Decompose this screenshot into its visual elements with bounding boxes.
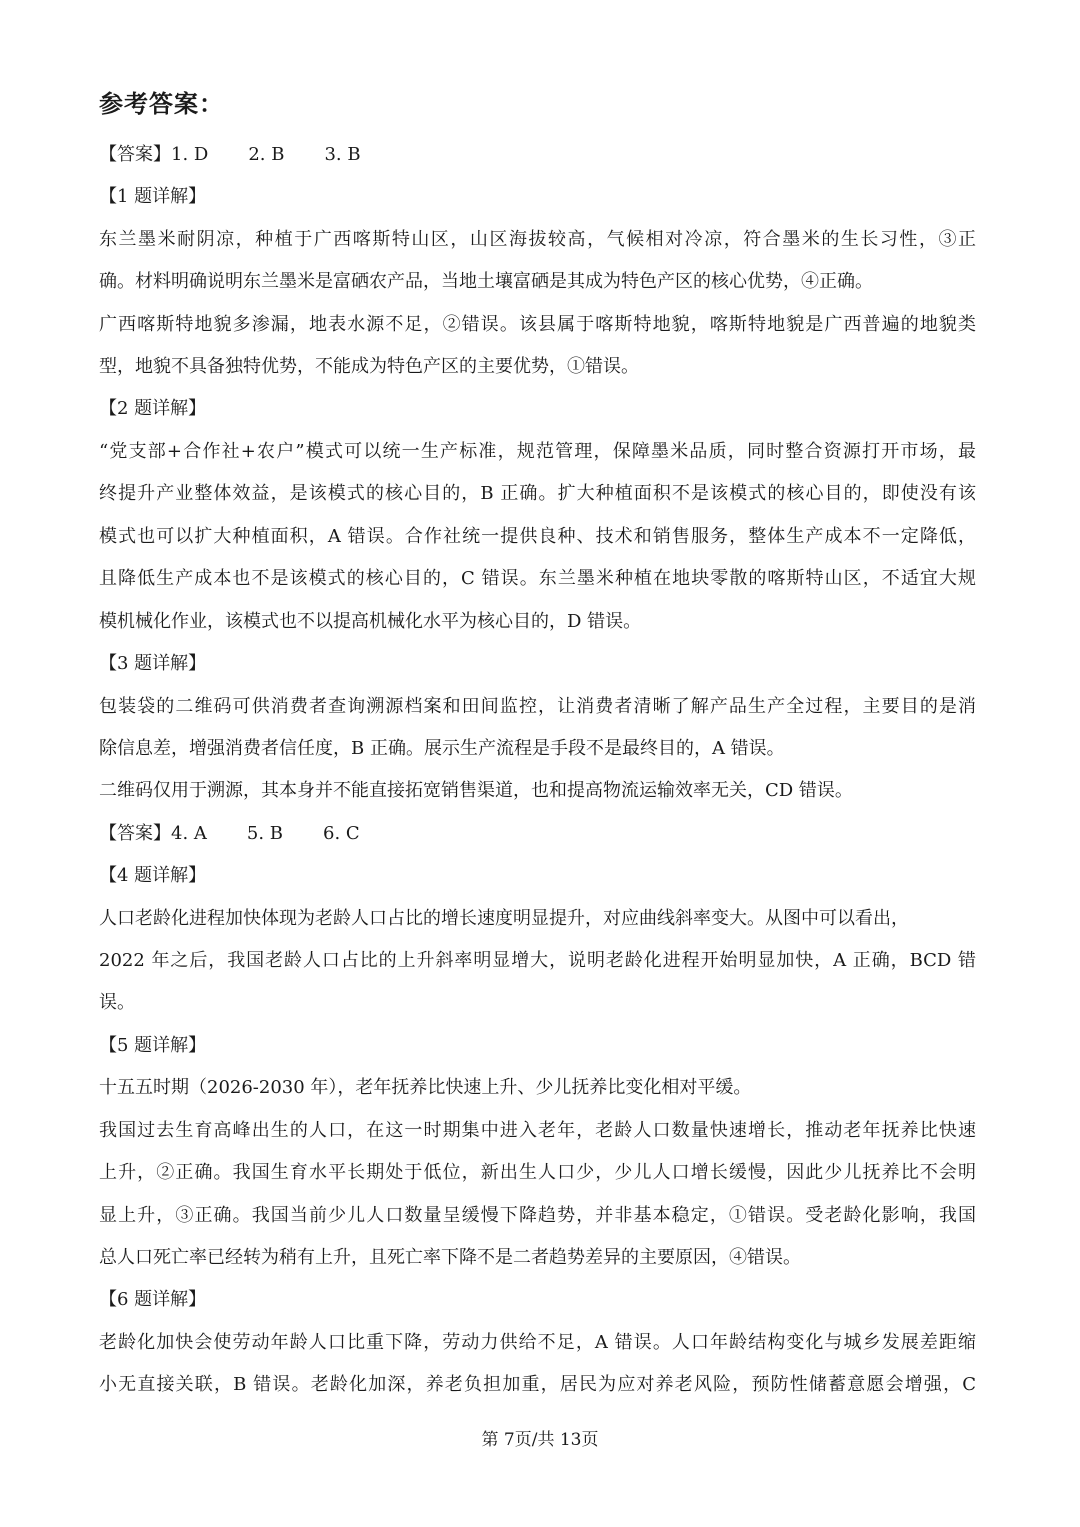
page-number: 第 7页/共 13页 (481, 1430, 599, 1450)
page-title: 参考答案： (99, 89, 224, 118)
paragraph-line: 型，地貌不具备独特优势，不能成为特色产区的主要优势，①错误。 (99, 356, 639, 377)
answer-line (99, 822, 360, 846)
paragraph-line: 十五五时期（2026-2030 年），老年抚养比快速上升、少儿抚养比变化相对平缓。 (99, 1077, 752, 1098)
paragraph-line: 总人口死亡率已经转为稍有上升，且死亡率下降不是二者趋势差异的主要原因，④错误。 (99, 1247, 801, 1268)
section-title-q4: 【4 题详解】 (99, 865, 207, 886)
paragraph-line: 二维码仅用于溯源，其本身并不能直接拓宽销售渠道，也和提高物流运输效率无关，CD 错误。 (99, 780, 853, 801)
paragraph-line: 模式也可以扩大种植面积，A 错误。合作社统一提供良种、技术和销售服务，整体生产成本不一定降低， (99, 526, 976, 547)
answer-item: 6. C (323, 823, 360, 844)
paragraph-line: 2022 年之后，我国老龄人口占比的上升斜率明显增大，说明老龄化进程开始明显加快，A 正确，BCD 错 (99, 950, 976, 971)
paragraph-line: 东兰墨米耐阴凉，种植于广西喀斯特山区，山区海拔较高，气候相对冷凉，符合墨米的生长习性，③正 (99, 229, 976, 250)
answer-item: 4. A (171, 823, 207, 844)
paragraph-line: 我国过去生育高峰出生的人口，在这一时期集中进入老年，老龄人口数量快速增长，推动老年抚养比快速 (99, 1120, 976, 1141)
paragraph-line: 上升，②正确。我国生育水平长期处于低位，新出生人口少，少儿人口增长缓慢，因此少儿抚养比不会明 (99, 1162, 976, 1183)
paragraph-line: 终提升产业整体效益，是该模式的核心目的，B 正确。扩大种植面积不是该模式的核心目的，即使没有该 (99, 483, 976, 504)
section-title-q2: 【2 题详解】 (99, 398, 207, 419)
answer-item: 1. D (171, 144, 209, 165)
section-title-q3: 【3 题详解】 (99, 653, 207, 674)
paragraph-line: 且降低生产成本也不是该模式的核心目的，C 错误。东兰墨米种植在地块零散的喀斯特山区，不适宜大规 (99, 568, 976, 589)
answer-line (99, 143, 361, 167)
answer-label: 【答案】 (99, 823, 171, 844)
section-title-q6: 【6 题详解】 (99, 1289, 207, 1310)
paragraph-line: 小无直接关联，B 错误。老龄化加深，养老负担加重，居民为应对养老风险，预防性储蓄意愿会增强，C (99, 1374, 976, 1395)
answer-item: 5. B (246, 823, 284, 844)
section-title-q1: 【1 题详解】 (99, 186, 207, 207)
paragraph-line: “党支部+合作社+农户”模式可以统一生产标准，规范管理，保障墨米品质，同时整合资源打开市场，最 (99, 441, 976, 462)
paragraph-line: 误。 (99, 992, 135, 1013)
paragraph-line: 老龄化加快会使劳动年龄人口比重下降，劳动力供给不足，A 错误。人口年龄结构变化与城乡发展差距缩 (99, 1332, 976, 1353)
paragraph-line: 确。材料明确说明东兰墨米是富硒农产品，当地土壤富硒是其成为特色产区的核心优势，④正确。 (99, 271, 873, 292)
paragraph-line: 除信息差，增强消费者信任度，B 正确。展示生产流程是手段不是最终目的，A 错误。 (99, 738, 785, 759)
paragraph-line: 广西喀斯特地貌多渗漏，地表水源不足，②错误。该县属于喀斯特地貌，喀斯特地貌是广西普遍的地貌类 (99, 314, 976, 335)
answer-item: 2. B (248, 144, 285, 165)
answer-label: 【答案】 (99, 144, 171, 165)
paragraph-line: 显上升，③正确。我国当前少儿人口数量呈缓慢下降趋势，并非基本稳定，①错误。受老龄化影响，我国 (99, 1205, 976, 1226)
paragraph-line: 人口老龄化进程加快体现为老龄人口占比的增长速度明显提升，对应曲线斜率变大。从图中可以看出， (99, 908, 909, 929)
answer-item: 3. B (324, 144, 361, 165)
paragraph-line: 包装袋的二维码可供消费者查询溯源档案和田间监控，让消费者清晰了解产品生产全过程，主要目的是消 (99, 696, 976, 717)
paragraph-line: 模机械化作业，该模式也不以提高机械化水平为核心目的，D 错误。 (99, 611, 642, 632)
section-title-q5: 【5 题详解】 (99, 1035, 207, 1056)
